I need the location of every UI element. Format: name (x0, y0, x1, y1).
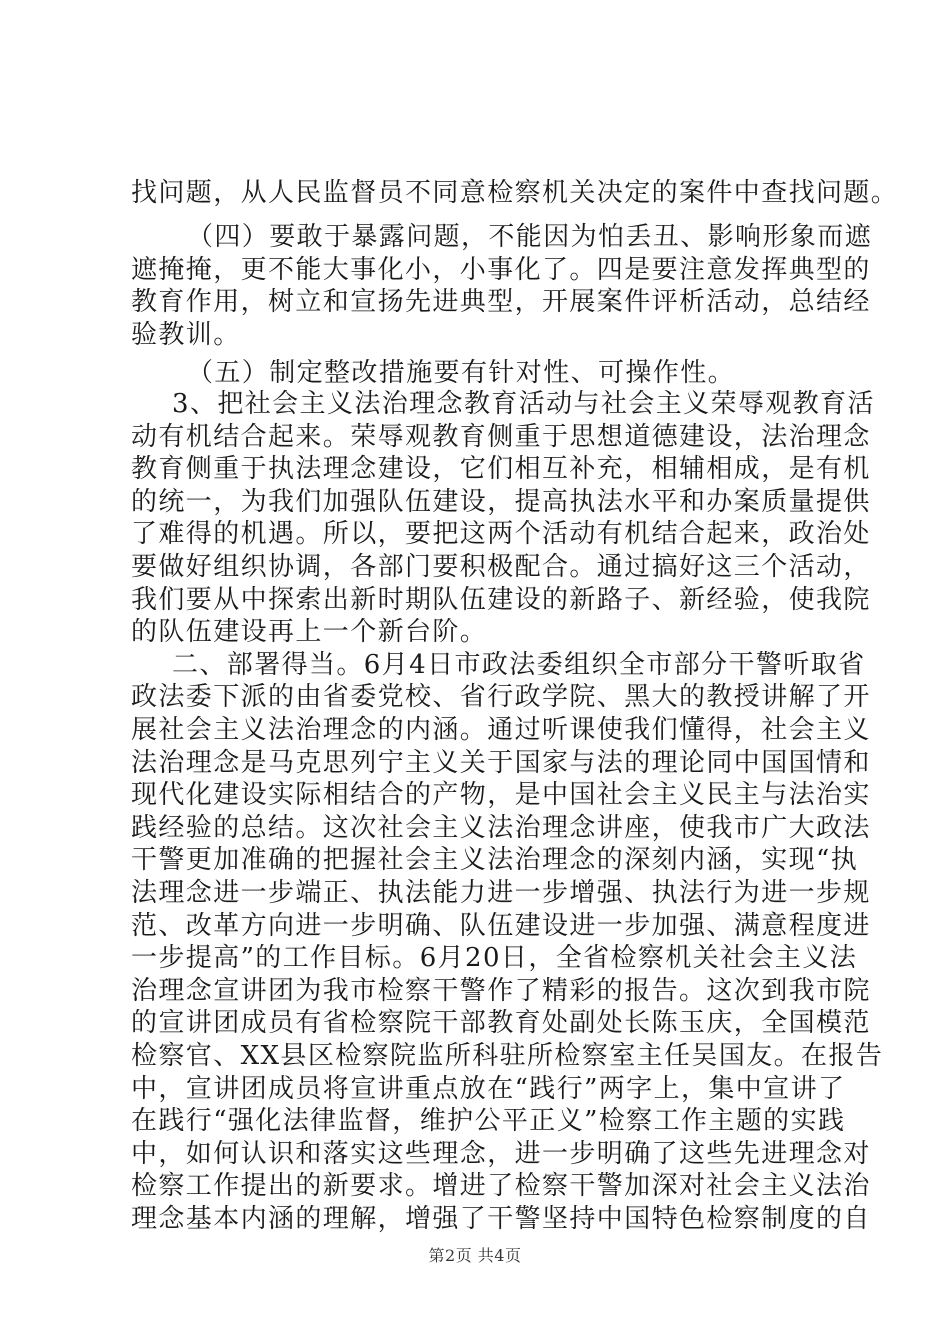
paragraph-line: 的宣讲团成员有省检察院干部教育处副处长陈玉庆，全国模范 (131, 1008, 871, 1038)
paragraph-line: 范、改革方向进一步明确、队伍建设进一步加强、满意程度进 (131, 911, 871, 941)
paragraph-line: （四）要敢于暴露问题，不能因为怕丢丑、影响形象而遮 (187, 222, 873, 252)
paragraph-line: 的队伍建设再上一个新台阶。 (131, 617, 488, 647)
paragraph-line: 要做好组织协调，各部门要积极配合。通过搞好这三个活动， (131, 552, 871, 582)
paragraph-line: 在践行“强化法律监督，维护公平正义”检察工作主题的实践 (131, 1106, 846, 1136)
paragraph-line: 教育侧重于执法理念建设，它们相互补充，相辅相成，是有机 (131, 454, 871, 484)
paragraph-line: 检察官、XX县区检察院监所科驻所检察室主任吴国友。在报告 (131, 1041, 884, 1071)
paragraph-line: 现代化建设实际相结合的产物，是中国社会主义民主与法治实 (131, 780, 871, 810)
paragraph-line: 3、把社会主义法治理念教育活动与社会主义荣辱观教育活 (172, 389, 875, 419)
page-footer: 第2页 共4页 (428, 1246, 522, 1265)
paragraph-line: 二、部署得当。6月4日市政法委组织全市部分干警听取省 (172, 650, 866, 680)
paragraph-line: 理念基本内涵的理解，增强了干警坚持中国特色检察制度的自 (131, 1204, 871, 1234)
paragraph-line: 践经验的总结。这次社会主义法治理念讲座，使我市广大政法 (131, 813, 871, 843)
paragraph-line: 我们要从中探索出新时期队伍建设的新路子、新经验，使我院 (131, 585, 871, 615)
paragraph-line: 的统一，为我们加强队伍建设，提高执法水平和办案质量提供 (131, 487, 871, 517)
paragraph-line: 法治理念是马克思列宁主义关于国家与法的理论同中国国情和 (131, 748, 871, 778)
paragraph-line: 中，宣讲团成员将宣讲重点放在“践行”两字上，集中宣讲了 (131, 1074, 846, 1104)
paragraph-line: 干警更加准确的把握社会主义法治理念的深刻内涵，实现“执 (131, 845, 859, 875)
paragraph-line: 动有机结合起来。荣辱观教育侧重于思想道德建设，法治理念 (131, 422, 871, 452)
paragraph-line: 中，如何认识和落实这些理念，进一步明确了这些先进理念对 (131, 1139, 871, 1169)
paragraph-line: 法理念进一步端正、执法能力进一步增强、执法行为进一步规 (131, 878, 871, 908)
paragraph-line: 教育作用，树立和宣扬先进典型，开展案件评析活动，总结经 (131, 287, 871, 317)
paragraph-line: 了难得的机遇。所以，要把这两个活动有机结合起来，政治处 (131, 519, 871, 549)
paragraph-line: 政法委下派的由省委党校、省行政学院、黑大的教授讲解了开 (131, 682, 871, 712)
paragraph-line: 展社会主义法治理念的内涵。通过听课使我们懂得，社会主义 (131, 715, 871, 745)
paragraph-line: 一步提高”的工作目标。6月20日，全省检察机关社会主义法 (131, 943, 858, 973)
paragraph-line: 遮掩掩，更不能大事化小，小事化了。四是要注意发挥典型的 (131, 255, 871, 285)
paragraph-line: 验教训。 (131, 320, 241, 350)
paragraph-line: （五）制定整改措施要有针对性、可操作性。 (187, 358, 736, 388)
paragraph-line: 找问题，从人民监督员不同意检察机关决定的案件中查找问题。 (131, 178, 899, 208)
paragraph-line: 检察工作提出的新要求。增进了检察干警加深对社会主义法治 (131, 1171, 871, 1201)
paragraph-line: 治理念宣讲团为我市检察干警作了精彩的报告。这次到我市院 (131, 976, 871, 1006)
